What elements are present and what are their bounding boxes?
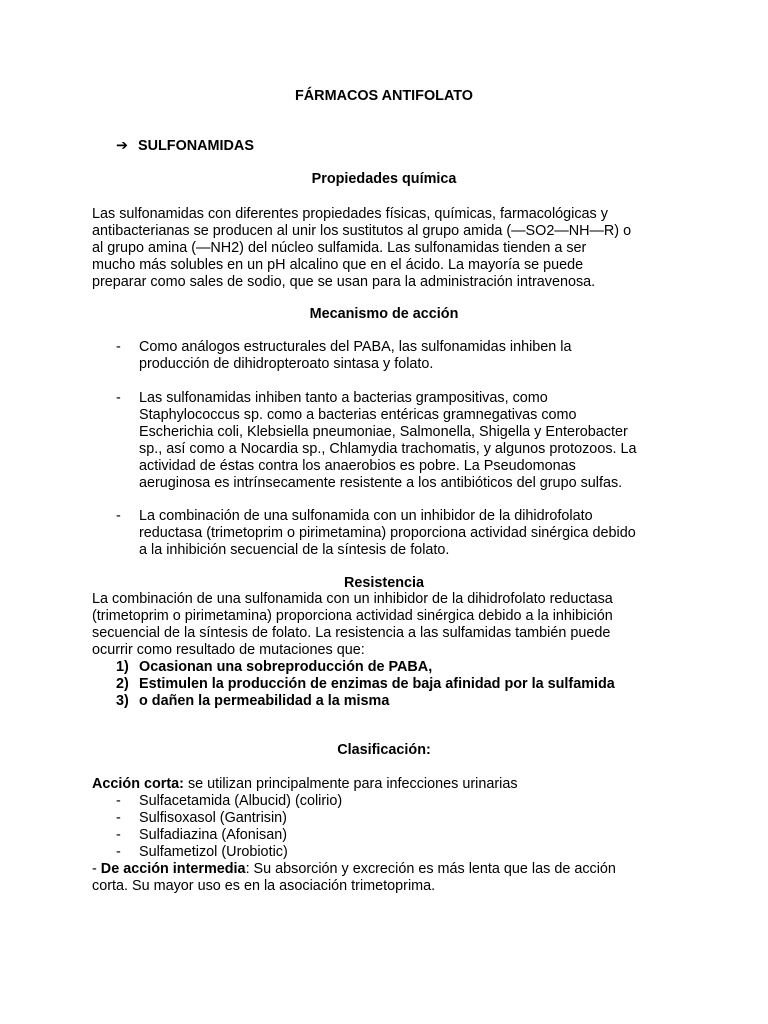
mecanismo-item xyxy=(116,508,686,559)
dash-bullet: - xyxy=(116,339,121,355)
dash-bullet: - xyxy=(116,793,121,809)
mecanismo-item-text: Las sulfonamidas inhiben tanto a bacterias grampositivas, como Staphylococcus sp. como a bacterias entéricas gramnegativas como Escherichia coli, Klebsiella pneumoniae, Salmonella, Shigella y Enterobacter sp., así como a Nocardia sp., Chlamydia trachomatis, y algunos protozoos. La actividad de éstas contra los anaerobios es pobre. La Pseudomonas aeruginosa es intrínsecamente resistente a los antibióticos del grupo sulfas. xyxy=(139,390,637,491)
intermedia-prefix: - xyxy=(92,861,101,877)
clasificacion-item xyxy=(116,844,686,861)
resistencia-item xyxy=(116,676,615,693)
dash-bullet: - xyxy=(116,390,121,406)
mecanismo-item xyxy=(116,390,686,491)
clasificacion-item-text: Sulfacetamida (Albucid) (colirio) xyxy=(139,793,343,809)
clasificacion-item-text: Sulfadiazina (Afonisan) xyxy=(139,827,287,843)
section-label: SULFONAMIDAS xyxy=(138,138,254,154)
clasificacion-item xyxy=(116,793,686,810)
accion-intermedia-line-2: corta. Su mayor uso es en la asociación trimetoprima. xyxy=(92,878,436,894)
heading-clasificacion: Clasificación: xyxy=(337,742,431,758)
resistencia-item xyxy=(116,659,432,676)
clasificacion-item-text: Sulfametizol (Urobiotic) xyxy=(139,844,288,860)
paragraph-resistencia: La combinación de una sulfonamida con un inhibidor de la dihidrofolato reductasa (trimetoprim o pirimetamina) proporciona actividad sinérgica debido a la inhibición secuencial de la síntesis de folato. La resistencia a las sulfamidas también puede ocurrir como resultado de mutaciones que: xyxy=(92,591,613,658)
item-number: 1) xyxy=(116,659,129,675)
accion-intermedia-line xyxy=(92,861,616,878)
dash-bullet: - xyxy=(116,810,121,826)
heading-propiedades: Propiedades química xyxy=(311,171,457,187)
paragraph-propiedades: Las sulfonamidas con diferentes propiedades físicas, químicas, farmacológicas y antibacterianas se producen al unir los sustitutos al grupo amida (—SO2—NH—R) o al grupo amina (—NH2) del núcleo sulfamida. Las sulfonamidas tienden a ser mucho más solubles en un pH alcalino que en el ácido. La mayoría se puede preparar como sales de sodio, que se usan para la administración intravenosa. xyxy=(92,206,632,290)
heading-resistencia: Resistencia xyxy=(344,575,424,591)
mecanismo-item xyxy=(116,339,686,373)
intermedia-label: De acción intermedia xyxy=(100,861,246,877)
mecanismo-item-text: La combinación de una sulfonamida con un inhibidor de la dihidrofolato reductasa (trimetoprim o pirimetamina) proporciona actividad sinérgica debido a la inhibición secuencial de la síntesis de folato. xyxy=(139,508,636,558)
item-number: 3) xyxy=(116,693,129,709)
item-text: Ocasionan una sobreproducción de PABA, xyxy=(139,659,433,675)
accion-corta-line xyxy=(92,776,518,793)
intermedia-text: : Su absorción y excreción es más lenta que las de acción xyxy=(245,861,616,877)
resistencia-item xyxy=(116,693,389,710)
document-title: FÁRMACOS ANTIFOLATO xyxy=(295,88,473,104)
accion-corta-label: Acción corta: xyxy=(92,776,184,792)
section-sulfonamidas xyxy=(116,138,254,155)
accion-corta-text: se utilizan principalmente para infecciones urinarias xyxy=(183,776,518,792)
dash-bullet: - xyxy=(116,508,121,524)
clasificacion-item-text: Sulfisoxasol (Gantrisin) xyxy=(139,810,287,826)
dash-bullet: - xyxy=(116,827,121,843)
clasificacion-item xyxy=(116,810,686,827)
item-text: o dañen la permeabilidad a la misma xyxy=(139,693,390,709)
clasificacion-item xyxy=(116,827,686,844)
mecanismo-item-text: Como análogos estructurales del PABA, las sulfonamidas inhiben la producción de dihidropteroato sintasa y folato. xyxy=(139,339,572,372)
arrow-icon: ➔ xyxy=(116,138,129,154)
item-number: 2) xyxy=(116,676,129,692)
heading-mecanismo: Mecanismo de acción xyxy=(309,306,459,322)
item-text: Estimulen la producción de enzimas de baja afinidad por la sulfamida xyxy=(139,676,615,692)
dash-bullet: - xyxy=(116,844,121,860)
